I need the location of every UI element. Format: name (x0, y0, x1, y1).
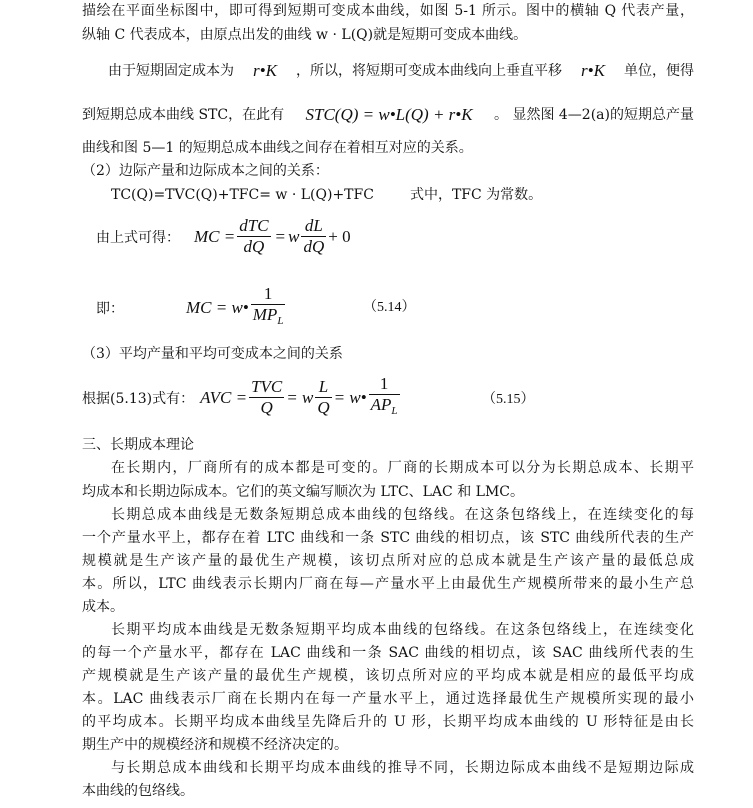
derive-label: 由上式可得： (96, 229, 180, 246)
one-over-mpl-fraction (251, 284, 286, 331)
dq-denominator-2: dQ (303, 237, 325, 256)
equals-w-dot: = w• (333, 387, 367, 407)
one-numerator: 1 (251, 284, 286, 305)
p3-line-2: 的每一个产量水平，都存在 LAC 曲线和一条 SAC 曲线的相切点，该 SAC 曲线所代表的生 (82, 645, 694, 661)
l-q-fraction (315, 377, 331, 418)
rk-formula-1: r•K (253, 61, 277, 80)
one-over-apl-fraction (369, 374, 400, 421)
p2-line-5: 成本。 (82, 599, 124, 615)
p4-line-2: 本曲线的包络线。 (82, 783, 194, 799)
intro-line-1: 描绘在平面坐标图中，即可得到短期可变成本曲线，如图 5-1 所示。图中的横轴 Q 代表产量， (82, 3, 694, 19)
long-run-heading: 三、长期成本理论 (82, 437, 194, 453)
p1-line-2: 均成本和长期边际成本。它们的英文编写顺次为 LTC、LAC 和 LMC。 (82, 484, 525, 500)
l-numerator: L (315, 377, 331, 398)
stc-formula: STC(Q) = w•L(Q) + r•K (305, 105, 473, 124)
dtc-dq-fraction (237, 216, 270, 257)
fixed-cost-text-b: ，所以，将短期可变成本曲线向上垂直平移 (296, 63, 562, 79)
p3-line-5: 的平均成本。长期平均成本曲线呈先降后升的 U 形，长期平均成本曲线的 U 形特征是由长 (82, 714, 694, 730)
rk-formula-2: r•K (581, 61, 605, 80)
formula-label: 根据(5.13)式有： (82, 390, 195, 407)
fixed-cost-line-3: 曲线和图 5—1 的短期总成本曲线之间存在着相互对应的关系。 (82, 140, 473, 156)
section2-heading: （2）边际产量和边际成本之间的关系： (82, 163, 329, 179)
mc2-lhs: MC = w• (186, 297, 249, 317)
dtc-numerator: dTC (239, 216, 269, 235)
avc-equation (82, 374, 402, 421)
p3-line-4: 本。LAC 曲线表示厂商在长期内在每一产量水平上，通过选择最优生产规模所实现的最小 (82, 691, 694, 707)
fixed-cost-line-1 (108, 62, 694, 80)
tc-equation-text: TC(Q)=TVC(Q)+TFC= w · L(Q)+TFC (111, 187, 374, 203)
equals-w: = w (286, 387, 314, 407)
q-denominator: Q (260, 398, 273, 417)
p2-line-1: 长期总成本曲线是无数条短期总成本曲线的包络线。在这条包络线上，在连续变化的每 (111, 507, 694, 523)
p3-line-3: 产规模就是生产该产量的最优生产规模，该切点所对应的平均成本就是相应的最低平均成 (82, 668, 694, 684)
equals-sign: = (275, 226, 286, 246)
avc-lhs: AVC = (200, 387, 248, 407)
p3-line-6: 期生产中的规模经济和规模不经济决定的。 (82, 737, 348, 753)
mc-mpl-equation (96, 284, 287, 331)
equation-number-5-14: （5.14） (363, 300, 416, 315)
plus-zero: + 0 (328, 226, 351, 246)
dq-denominator: dQ (243, 237, 265, 256)
p2-line-4: 本。所以，LTC 曲线表示长期内厂商在每—产量水平上由最优生产规模所带来的最小生产总 (82, 576, 694, 592)
w-symbol: w (288, 226, 300, 246)
p3-line-1: 长期平均成本曲线是无数条短期平均成本曲线的包络线。在这条包络线上，在连续变化 (111, 622, 694, 638)
p2-line-3: 规模就是生产该产量的最优生产规模，该切点所对应的总成本就是生产该产量的最低总成 (82, 553, 694, 569)
q-denominator-2: Q (317, 398, 330, 417)
tc-equation-note: 式中，TFC 为常数。 (409, 187, 543, 203)
dl-dq-fraction (301, 216, 326, 257)
mc-derivation (96, 216, 351, 257)
stc-text-b: 。 显然图 4—2(a)的短期总产量 (494, 107, 694, 123)
stc-text-a: 到短期总成本曲线 STC，在此有 (82, 107, 285, 123)
ie-label: 即： (96, 300, 124, 317)
tvc-numerator: TVC (251, 377, 283, 396)
mc-lhs: MC = (194, 226, 236, 246)
fixed-cost-text-c: 单位，便得 (624, 63, 694, 79)
dl-numerator: dL (301, 216, 326, 237)
one-numerator-2: 1 (369, 374, 400, 395)
p4-line-1: 与长期总成本曲线和长期平均成本曲线的推导不同，长期边际成本曲线不是短期边际成 (111, 760, 694, 776)
tvc-q-fraction (249, 377, 284, 418)
p1-line-1: 在长期内，厂商所有的成本都是可变的。厂商的长期成本可以分为长期总成本、长期平 (111, 460, 694, 476)
section3-heading: （3）平均产量和平均可变成本之间的关系 (82, 346, 343, 362)
apl-denominator: $AP_L$ (370, 395, 398, 417)
fixed-cost-line-2 (82, 106, 694, 124)
tc-equation (111, 186, 542, 204)
intro-line-2: 纵轴 C 代表成本，由原点出发的曲线 w · L(Q)就是短期可变成本曲线。 (82, 27, 528, 43)
equation-number-5-15: （5.15） (482, 392, 535, 407)
fixed-cost-text-a: 由于短期固定成本为 (108, 63, 234, 79)
p2-line-2: 一个产量水平上，都存在着 LTC 曲线和一条 STC 曲线的相切点，该 STC 曲线所代表的生产 (82, 530, 694, 546)
mpl-denominator: $MP_L$ (252, 305, 284, 327)
